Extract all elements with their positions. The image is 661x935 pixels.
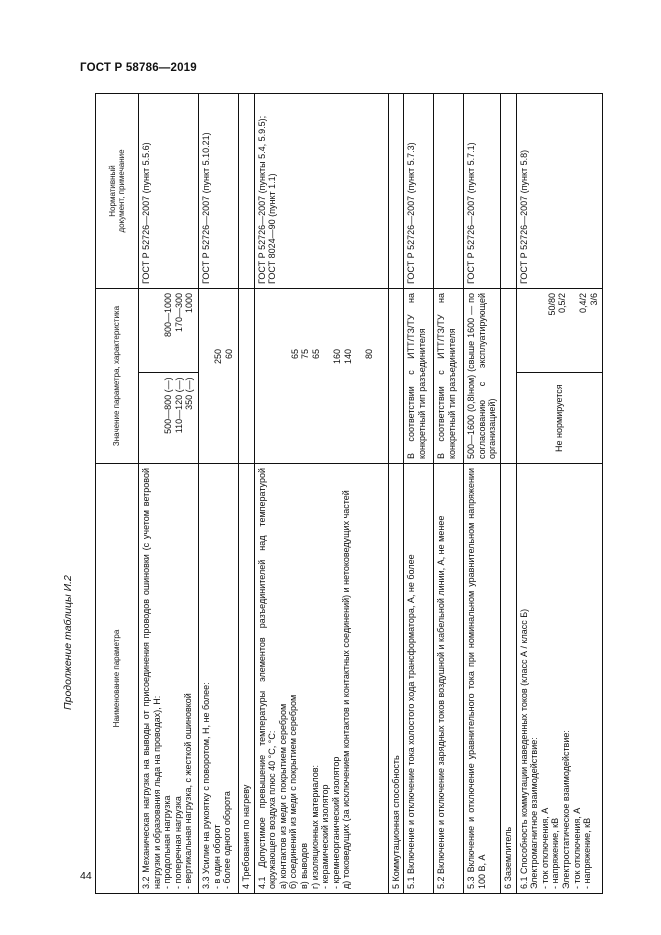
header-param: Наименование параметра — [96, 464, 139, 894]
rotated-table-frame — [95, 94, 661, 889]
row-5-3-param: 5.3 Включение и отключение уравнительного тока при номинальном уравнительном напряжении 100 В, А — [464, 464, 501, 894]
header-value: Значение параметра, характеристика — [96, 289, 139, 464]
rotated-table-inner — [95, 94, 600, 894]
row-5-2-value: В соответствии с ИТТ/ТЗ/ТУ на конкретный тип разъединителя — [434, 289, 464, 464]
row-3-2-norm: ГОСТ Р 52726—2007 (пункт 5.5.6) — [139, 94, 199, 289]
row-5-1-param: 5.1 Включение и отключение тока холостого хода трансформатора, А, не более — [404, 464, 434, 894]
row-4-norm — [239, 94, 255, 289]
row-6-value — [501, 289, 517, 464]
table-row — [139, 94, 199, 894]
row-4-1-value: 65 75 65 160 140 80 — [254, 289, 388, 464]
header-norm-line2: документ, примечание — [117, 149, 126, 233]
row-6-norm — [501, 94, 517, 289]
standard-title: ГОСТ Р 58786—2019 — [80, 62, 197, 74]
row-5-1-value: В соответствии с ИТТ/ТЗ/ТУ на конкретный тип разъединителя — [404, 289, 434, 464]
row-4-value — [239, 289, 255, 464]
table-caption: Продолжение таблицы И.2 — [62, 575, 74, 710]
table-row — [516, 94, 602, 894]
table-header-row — [96, 94, 139, 894]
page-number: 44 — [80, 870, 92, 882]
row-4-param: 4 Требования по нагреву — [239, 464, 255, 894]
table-row — [434, 94, 464, 894]
row-3-3-value: 250 60 — [199, 289, 239, 464]
row-6-1-value: Не нормируется 50/80 0,5/2 0,4/2 3/6 — [516, 289, 602, 464]
row-5-1-norm: ГОСТ Р 52726—2007 (пункт 5.7.3) — [404, 94, 434, 289]
table-row — [404, 94, 434, 894]
row-3-3-param: 3.3 Усилие на рукоятку с поворотом, Н, не более: - в один оборот - более одного оборота — [199, 464, 239, 894]
row-3-2-value: 500—800 (—) 110—120 (—) 350 (—) 800—1000 170—300 1000 — [139, 289, 199, 464]
row-3-2-param: 3.2 Механическая нагрузка на выводы от присоединения проводов ошиновки (с учетом ветровой нагрузки и образования льда на проводах), Н: - продольная нагрузка - поперечная нагрузка - вертикальная нагрузка, с жесткой ошиновкой — [139, 464, 199, 894]
row-5-2-norm — [434, 94, 464, 289]
row-5-3-value: 500—1600 (0,8Iном) (свыше 1600 — по согласованию с эксплуатирующей организацией) — [464, 289, 501, 464]
table-row — [199, 94, 239, 894]
row-6-1-norm: ГОСТ Р 52726—2007 (пункт 5.8) — [516, 94, 602, 289]
row-3-3-norm: ГОСТ Р 52726—2007 (пункт 5.10.21) — [199, 94, 239, 289]
row-5-param: 5 Коммутационная способность — [388, 464, 404, 894]
row-4-1-norm: ГОСТ Р 52726—2007 (пункты 5.4, 5.9.5); ГОСТ 8024—90 (пункт 1.1) — [254, 94, 388, 289]
table-row — [388, 94, 404, 894]
row-6-1-param: 6.1 Способность коммутации наведенных токов (класс А / класс Б) Электромагнитное взаимодействие: - ток отключения, А - напряжение, кВ Электростатическое взаимодействие: - ток отключения, А - напряжение, кВ — [516, 464, 602, 894]
row-4-1-param: 4.1 Допустимое превышение температуры элементов разъединителей над температурой окружающего воздуха плюс 40 °С, °С: а) контактов из меди с покрытием серебром б) соединений из меди с покрытием серебром в) выводов г) изоляционных материалов: - керамический изолятор - кремнеорганический изолятор д) токоведущих (за исключением контактов и контактных соединений) и нетоковедущих частей — [254, 464, 388, 894]
table-row — [239, 94, 255, 894]
row-5-2-param: 5.2 Включение и отключение зарядных токов воздушной и кабельной линии, А, не менее — [434, 464, 464, 894]
parameters-table — [95, 93, 603, 894]
row-5-3-norm: ГОСТ Р 52726—2007 (пункт 5.7.1) — [464, 94, 501, 289]
header-norm-line1: Нормативный — [107, 165, 117, 217]
row-6-param: 6 Заземлитель — [501, 464, 517, 894]
row-5-value — [388, 289, 404, 464]
table-row — [501, 94, 517, 894]
row-5-norm — [388, 94, 404, 289]
table-row — [464, 94, 501, 894]
table-row — [254, 94, 388, 894]
header-norm — [96, 94, 139, 289]
table-caption-wrap — [62, 575, 82, 910]
